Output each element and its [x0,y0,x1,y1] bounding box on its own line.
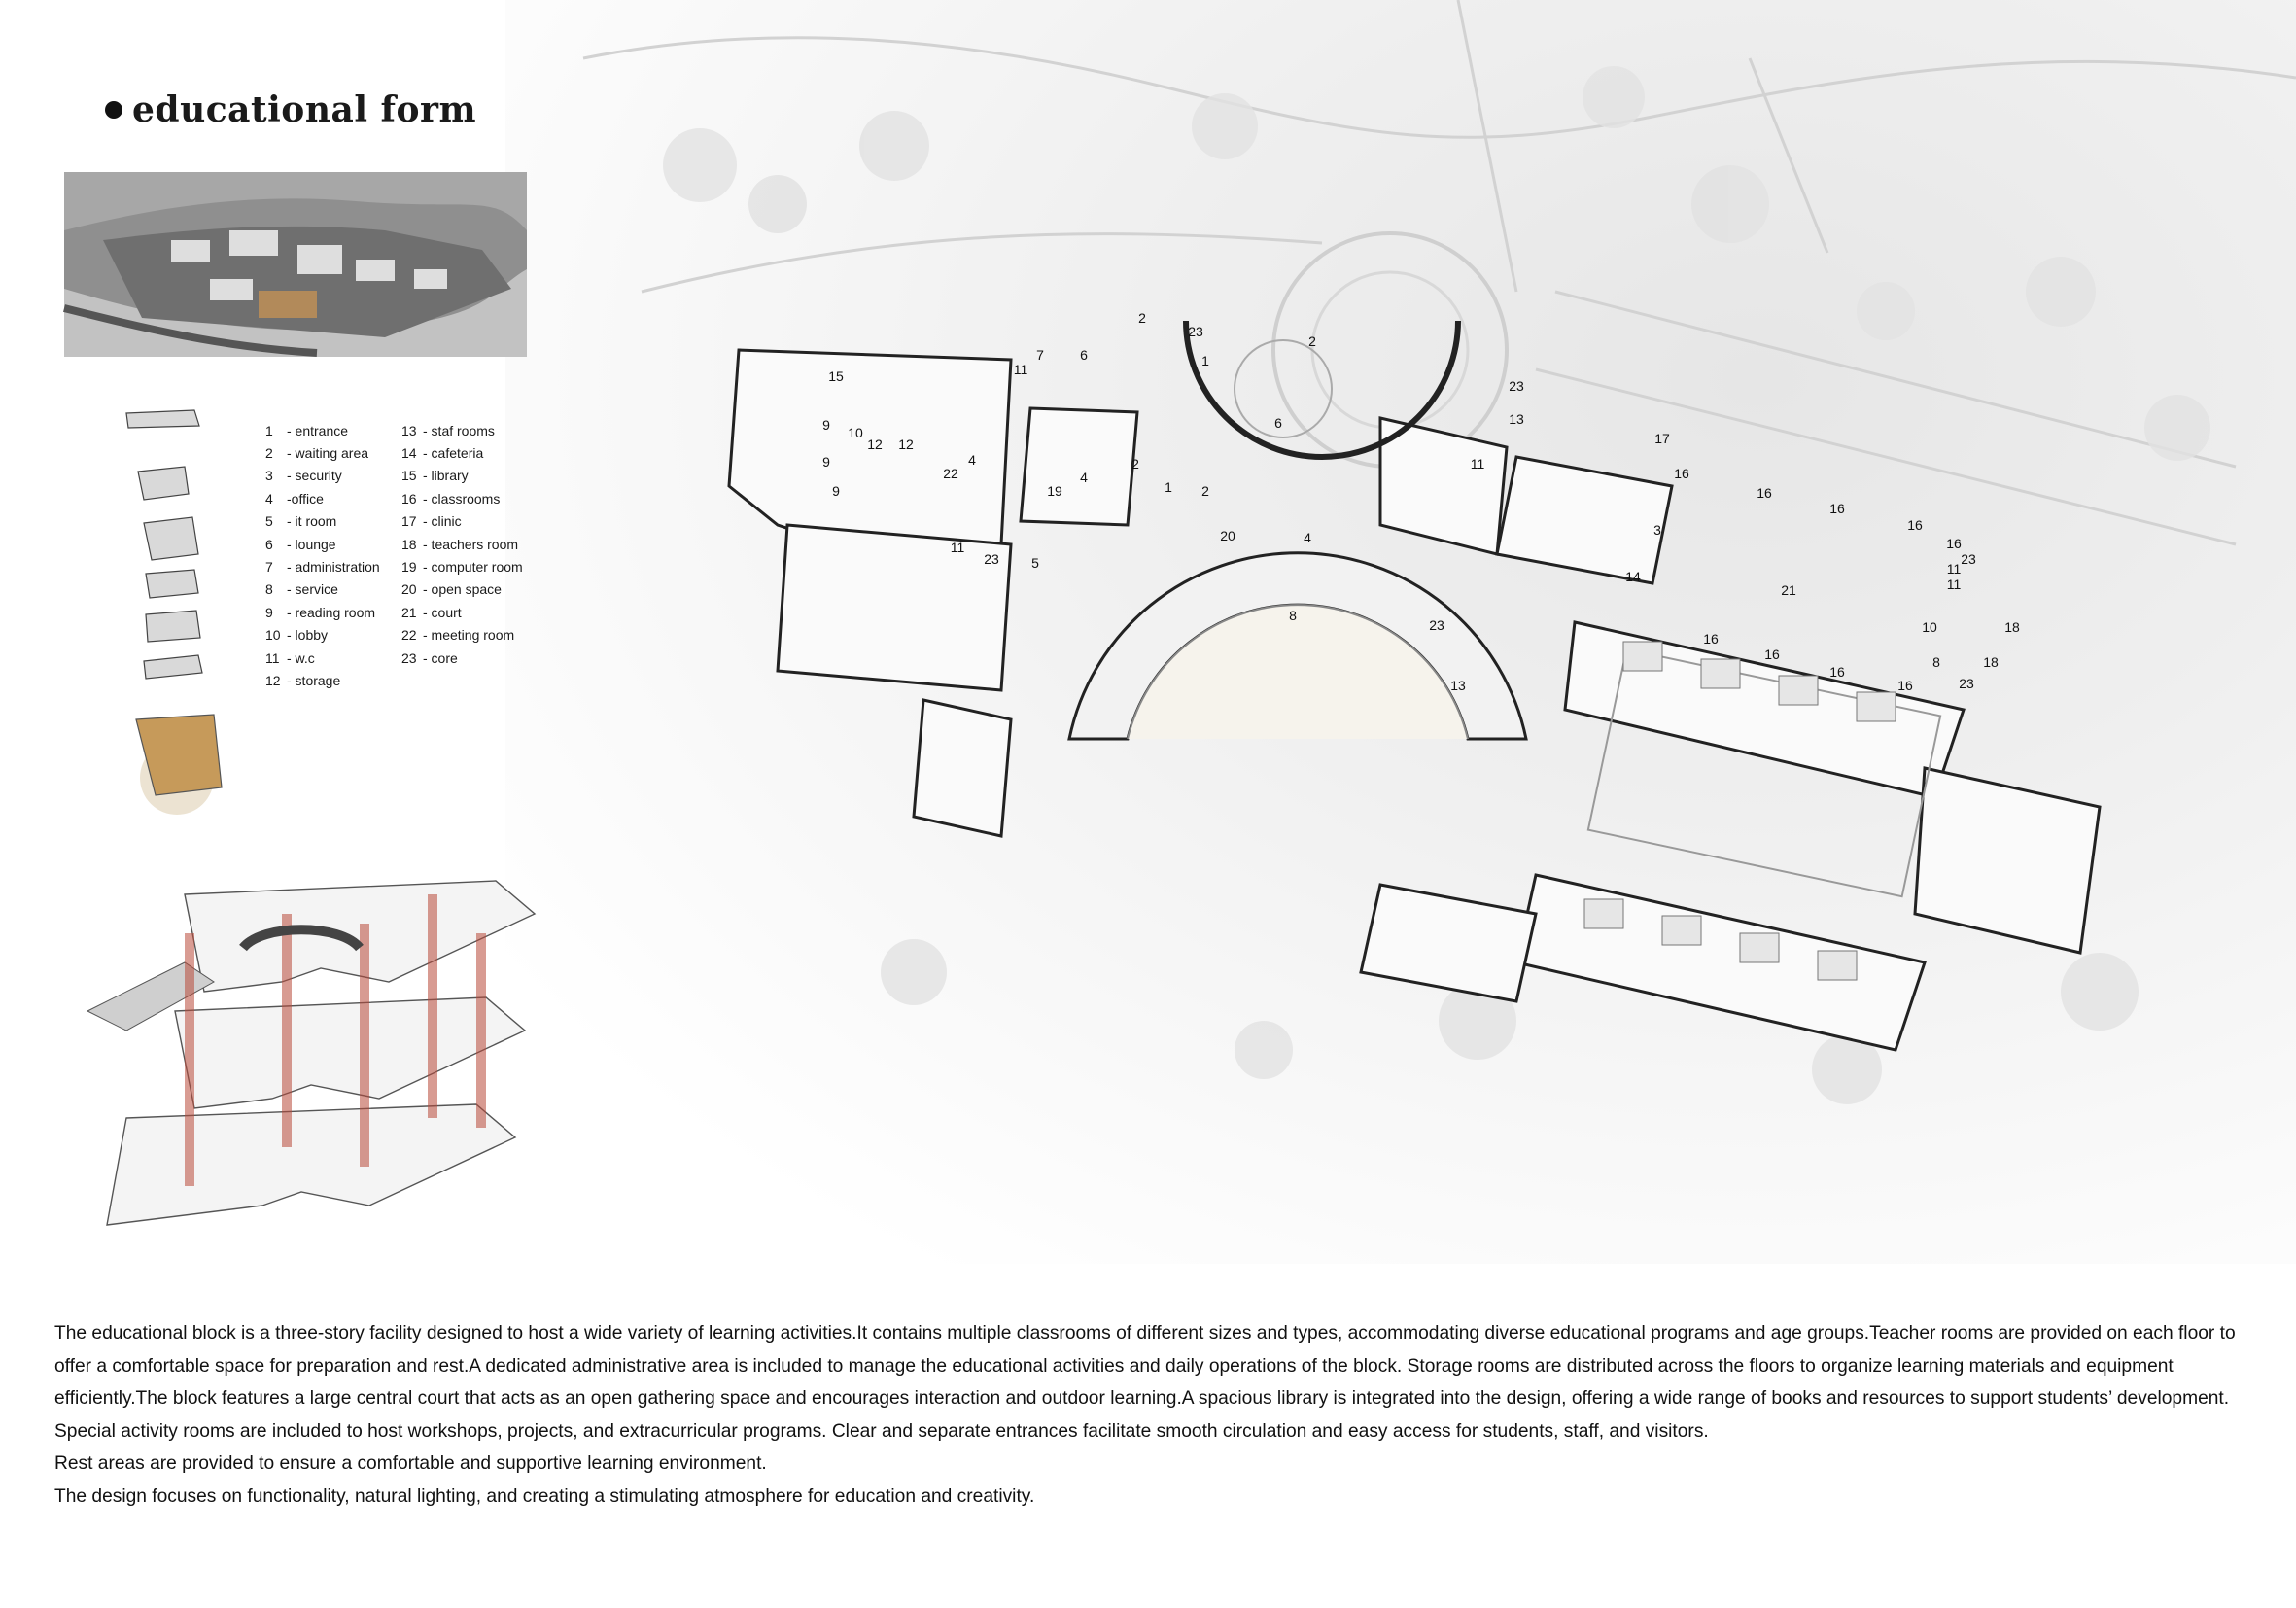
legend-item [265,510,380,533]
description-line: The educational block is a three-story facility designed to host a wide variety of learning activities.It contains multiple classrooms of different sizes and types, accommodating diverse educational programs and age groups.Teacher rooms are provided on each floor to [54,1323,2236,1344]
thumb-floor-2 [144,517,198,560]
legend-label: - court [423,604,462,620]
room-label: 4 [1080,470,1088,485]
page-title-text: educational form [132,89,477,130]
legend-label: - security [287,468,342,484]
ground-floor-plan [661,310,2197,1128]
room-label: 16 [1897,678,1913,693]
legend-item [401,601,523,623]
room-label: 23 [1188,324,1203,339]
room-label: 16 [1764,647,1780,662]
room-label: 5 [1031,555,1039,571]
legend-number: 10 [265,627,281,644]
legend-number: 22 [401,627,417,644]
legend-number: 3 [265,468,273,484]
room-label: 9 [822,417,830,433]
room-label: 6 [1274,415,1282,431]
legend-number: 12 [265,672,281,688]
legend-label: - classrooms [423,490,501,507]
legend-label: - waiting area [287,445,369,462]
room-label: 10 [848,425,863,440]
legend-item [265,624,380,647]
classroom-row-bottom [1516,875,1925,1050]
room-label: 23 [1959,676,1974,691]
room-label: 2 [1308,333,1316,349]
thumb-floor-4 [146,611,200,642]
legend-label: - computer room [423,559,523,576]
thumb-site [126,410,199,428]
thumb-floor-1 [138,467,189,500]
description-block [54,1317,2251,1513]
legend-label: - teachers room [423,536,519,552]
room-label: 23 [1961,551,1976,567]
room-label: 11 [1946,577,1962,592]
legend-item [265,578,380,601]
legend-item [401,647,523,669]
legend-number: 19 [401,559,417,576]
legend-number: 1 [265,422,273,438]
legend-label: - open space [423,581,502,598]
legend-item [265,555,380,577]
legend-label: - cafeteria [423,445,484,462]
room-label: 16 [1829,501,1845,516]
lower-floor-slab [107,1104,515,1225]
legend-number: 9 [265,604,273,620]
legend-label: - lobby [287,627,329,644]
room-label: 11 [950,540,965,555]
bullet-icon [105,101,122,119]
legend-number: 18 [401,536,417,552]
legend-item [265,669,380,691]
room-label: 1 [1201,353,1209,368]
description-line: offer a comfortable space for preparation and rest.A dedicated administrative area is included to manage the educational activities and daily operations of the block. Storage rooms are distributed across the floors to organize learning materials and equipment [54,1355,2174,1377]
legend-item [401,533,523,555]
legend-number: 4 [265,490,273,507]
room-label: 18 [2004,619,2020,635]
room-label: 2 [1138,310,1146,326]
room-label: 18 [1983,654,1999,670]
legend-label: - storage [287,672,341,688]
room-label: 12 [898,437,914,452]
room-label: 17 [1654,431,1670,446]
room-label: 20 [1220,528,1235,543]
legend-item [265,419,380,441]
legend-label: - entrance [287,422,349,438]
room-label: 16 [1907,517,1923,533]
legend-item [401,487,523,509]
description-line: The design focuses on functionality, natural lighting, and creating a stimulating atmosphere for education and creativity. [54,1486,1035,1507]
legend-number: 20 [401,581,417,598]
room-label: 23 [1509,378,1524,394]
page-title [105,89,476,130]
room-label: 15 [828,368,844,384]
legend-item [265,487,380,509]
legend-item [265,441,380,464]
room-label: 8 [1289,608,1297,623]
room-label: 16 [1674,466,1689,481]
room-label: 10 [1922,619,1937,635]
legend-label: - w.c [287,649,315,666]
room-label: 8 [1932,654,1940,670]
legend-number: 7 [265,559,273,576]
legend-number: 16 [401,490,417,507]
thumb-floor-5 [144,655,202,679]
legend-label: - core [423,649,458,666]
plaza-motif [1235,340,1332,437]
admin-block [1021,408,1137,525]
legend-label: - meeting room [423,627,515,644]
axonometric-diagram [68,875,574,1254]
room-label: 16 [1946,536,1962,551]
legend-number: 15 [401,468,417,484]
description-line: Rest areas are provided to ensure a comfortable and supportive learning environment. [54,1453,767,1474]
thumb-floor-3 [146,570,198,598]
room-label: 2 [1201,483,1209,499]
legend-number: 13 [401,422,417,438]
legend-item [401,419,523,441]
room-label: 19 [1047,483,1062,499]
legend-label: - lounge [287,536,336,552]
legend-item [401,555,523,577]
legend-label: - administration [287,559,380,576]
west-core-block [914,700,1011,836]
legend-label: -office [287,490,324,507]
staff-block [1361,885,1536,1001]
teachers-block [1915,768,2100,953]
room-label: 13 [1450,678,1466,693]
legend-item [401,510,523,533]
clinic-block [1497,457,1672,583]
room-label: 4 [968,452,976,468]
room-label: 9 [822,454,830,470]
room-label: 11 [1470,456,1485,472]
legend-number: 5 [265,513,273,530]
legend-item [401,441,523,464]
room-label: 11 [1013,362,1028,377]
room-label: 16 [1829,664,1845,680]
east-lounge-block [1380,418,1507,554]
legend-item [265,647,380,669]
legend-number: 17 [401,513,417,530]
description-line: Special activity rooms are included to host workshops, projects, and extracurricular programs. Clear and separate entrances facilitate smooth circulation and easy access for students, staff, and visitors. [54,1420,1709,1442]
room-label: 4 [1304,530,1311,545]
legend-label: - clinic [423,513,462,530]
legend-label: - service [287,581,338,598]
legend-number: 23 [401,649,417,666]
floor-thumbnails [117,399,243,817]
room-label: 6 [1080,347,1088,363]
legend-item [401,624,523,647]
legend-item [265,533,380,555]
room-label: 21 [1781,582,1796,598]
room-label: 14 [1625,569,1641,584]
legend-number: 21 [401,604,417,620]
legend-label: - it room [287,513,337,530]
reading-block [778,525,1011,690]
legend-label: - library [423,468,469,484]
room-label: 9 [832,483,840,499]
room-label: 23 [984,551,999,567]
legend-item [265,601,380,623]
legend-label: - staf rooms [423,422,495,438]
legend-label: - reading room [287,604,376,620]
room-label: 16 [1703,631,1719,647]
legend-left [265,419,380,692]
room-label: 16 [1757,485,1772,501]
room-label: 3 [1653,522,1661,538]
legend-right [401,419,523,669]
legend-item [265,465,380,487]
legend-number: 8 [265,581,273,598]
legend-number: 11 [265,649,280,666]
room-label: 22 [943,466,958,481]
description-line: efficiently.The block features a large central court that acts as an open gathering space and encourages interaction and outdoor learning.A spacious library is integrated into the design, offering a wide range of books and resources to support students’ development. [54,1388,2230,1409]
legend-number: 2 [265,445,273,462]
aerial-render-image [64,172,527,357]
legend-item [401,578,523,601]
middle-floor-slab [175,997,525,1108]
room-label: 12 [867,437,883,452]
room-label: 7 [1036,347,1044,363]
room-label: 1 [1165,479,1172,495]
room-label: 11 [1946,561,1962,577]
room-label: 23 [1429,617,1444,633]
legend-number: 6 [265,536,273,552]
room-label: 13 [1509,411,1524,427]
legend-item [401,465,523,487]
room-label: 2 [1131,456,1139,472]
legend-number: 14 [401,445,417,462]
